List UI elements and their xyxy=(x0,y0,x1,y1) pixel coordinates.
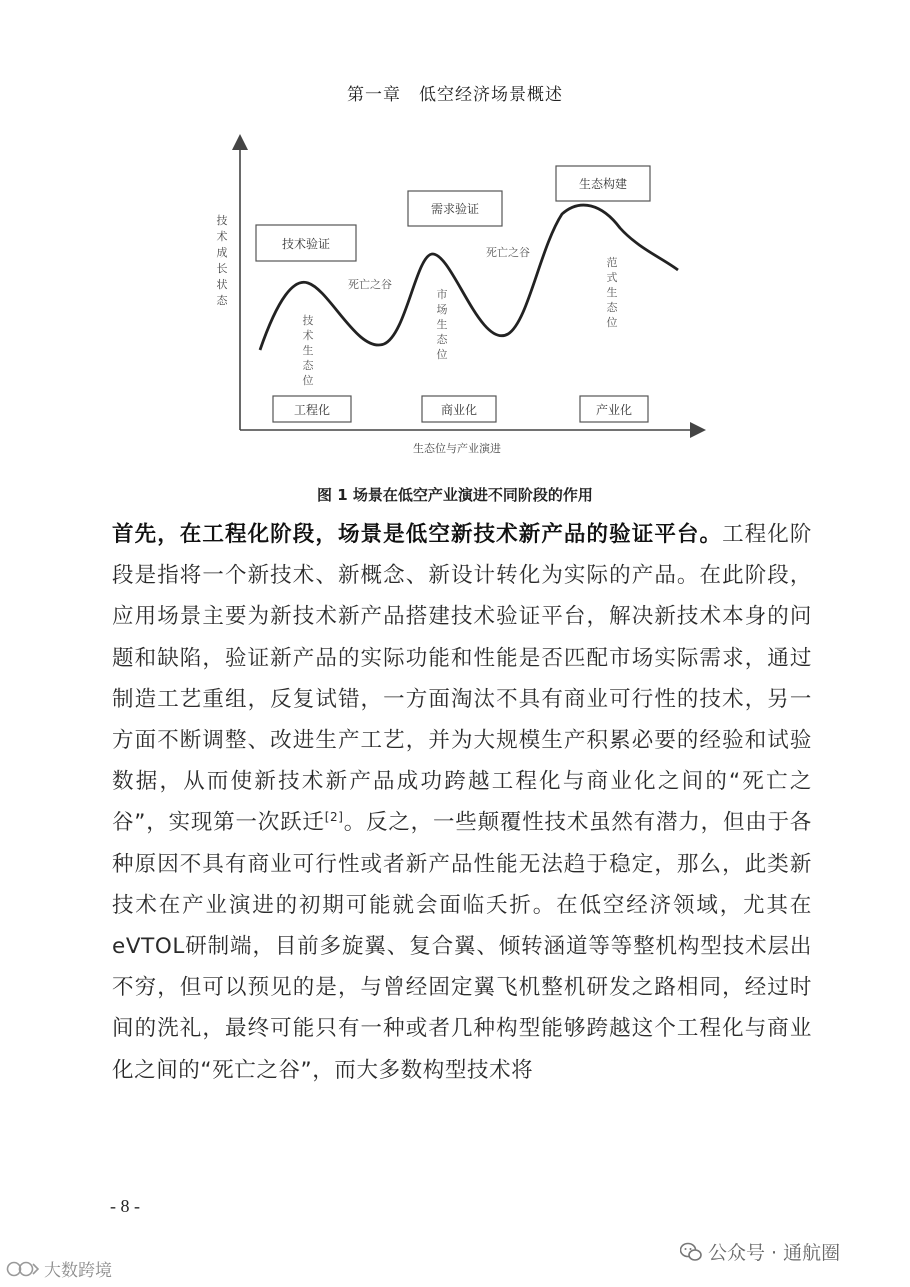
vertical-char: 生 xyxy=(302,344,314,357)
figure-lifecycle-diagram xyxy=(200,128,710,468)
brand-logo-icon xyxy=(6,1260,40,1278)
niche-label-text xyxy=(303,313,315,387)
vertical-char: 位 xyxy=(302,374,314,387)
stage-box-industrialization xyxy=(580,396,648,422)
body-paragraph xyxy=(112,514,812,1091)
vertical-char: 生 xyxy=(436,318,448,331)
vertical-char: 术 xyxy=(302,329,314,342)
peak-box-demand-verification xyxy=(408,191,502,226)
vertical-char: 场 xyxy=(436,303,448,316)
svg-text:产业化: 产业化 xyxy=(595,403,633,417)
svg-text:工程化: 工程化 xyxy=(293,403,331,417)
vertical-char: 技 xyxy=(302,314,314,327)
vertical-char: 术 xyxy=(216,230,228,243)
vertical-char: 范 xyxy=(606,256,618,269)
vertical-char: 位 xyxy=(606,316,618,329)
vertical-char: 长 xyxy=(216,262,228,275)
niche-label-text xyxy=(437,288,449,361)
svg-text:需求验证: 需求验证 xyxy=(430,202,480,216)
page-number: - 8 - xyxy=(110,1196,140,1216)
vertical-char: 态 xyxy=(216,294,228,307)
watermark-left xyxy=(6,1256,112,1281)
wechat-icon xyxy=(680,1242,702,1262)
vertical-char: 成 xyxy=(216,246,228,259)
vertical-char: 态 xyxy=(436,333,448,346)
vertical-char: 技 xyxy=(216,214,228,227)
running-header: 第一章 低空经济场景概述 xyxy=(347,85,563,105)
niche-label-market xyxy=(437,288,449,361)
niche-label-technical xyxy=(303,313,315,387)
x-axis-label: 生态位与产业演进 xyxy=(413,442,501,455)
stage-box-engineering xyxy=(273,396,351,422)
y-axis-label xyxy=(217,213,229,307)
vertical-char: 市 xyxy=(436,288,448,301)
peak-box-ecosystem-building xyxy=(556,166,650,201)
vertical-char: 状 xyxy=(216,278,228,291)
niche-label-text xyxy=(607,255,619,329)
paragraph-text: 工程化阶段是指将一个新技术、新概念、新设计转化为实际的产品。在此阶段，应用场景主要为新技术新产品搭建技术验证平台，解决新技术本身的问题和缺陷，验证新产品的实际功能和性能是否匹配市场实际需求，通过制造工艺重组，反复试错，一方面淘汰不具有商业可行性的技术，另一方面不断调整、改进生产工艺，并为大规模生产积累必要的经验和试验数据，从而使新技术新产品成功跨越工程化与商业化之间的“死亡之谷”，实现第一次跃迁 xyxy=(112,522,812,836)
vertical-char: 位 xyxy=(436,348,448,361)
peak-box-technical-verification xyxy=(256,225,356,261)
svg-text:商业化: 商业化 xyxy=(440,403,478,417)
svg-text:技术验证: 技术验证 xyxy=(281,237,331,251)
watermark-right xyxy=(680,1238,840,1265)
valley-label-2: 死亡之谷 xyxy=(486,246,530,259)
stage-box-commercialization xyxy=(422,396,496,422)
svg-text:生态构建: 生态构建 xyxy=(578,177,628,191)
watermark-left-text: 大数跨境 xyxy=(44,1261,112,1281)
paragraph-text-continued: 。反之，一些颠覆性技术虽然有潜力，但由于各种原因不具有商业可行性或者新产品性能无法趋于稳定，那么，此类新技术在产业演进的初期可能就会面临夭折。在低空经济领域，尤其在eVTOL研制端，目前多旋翼、复合翼、倾转涵道等等整机构型技术层出不穷，但可以预见的是，与曾经固定翼飞机整机研发之路相同，经过时间的洗礼，最终可能只有一种或者几种构型能够跨越这个工程化与商业化之间的“死亡之谷”，而大多数构型技术将 xyxy=(112,810,812,1083)
citation-ref: [2] xyxy=(324,810,344,825)
lifecycle-diagram xyxy=(200,128,710,468)
figure-caption: 图 1 场景在低空产业演进不同阶段的作用 xyxy=(317,486,593,504)
watermark-right-text: 公众号 · 通航圈 xyxy=(708,1242,841,1264)
valley-label-1: 死亡之谷 xyxy=(348,278,392,291)
lead-sentence: 首先，在工程化阶段，场景是低空新技术新产品的验证平台。 xyxy=(112,522,723,547)
vertical-char: 态 xyxy=(302,359,314,372)
vertical-char: 式 xyxy=(606,271,618,284)
vertical-char: 态 xyxy=(606,301,618,314)
vertical-char: 生 xyxy=(606,286,618,299)
niche-label-paradigm xyxy=(607,255,619,329)
